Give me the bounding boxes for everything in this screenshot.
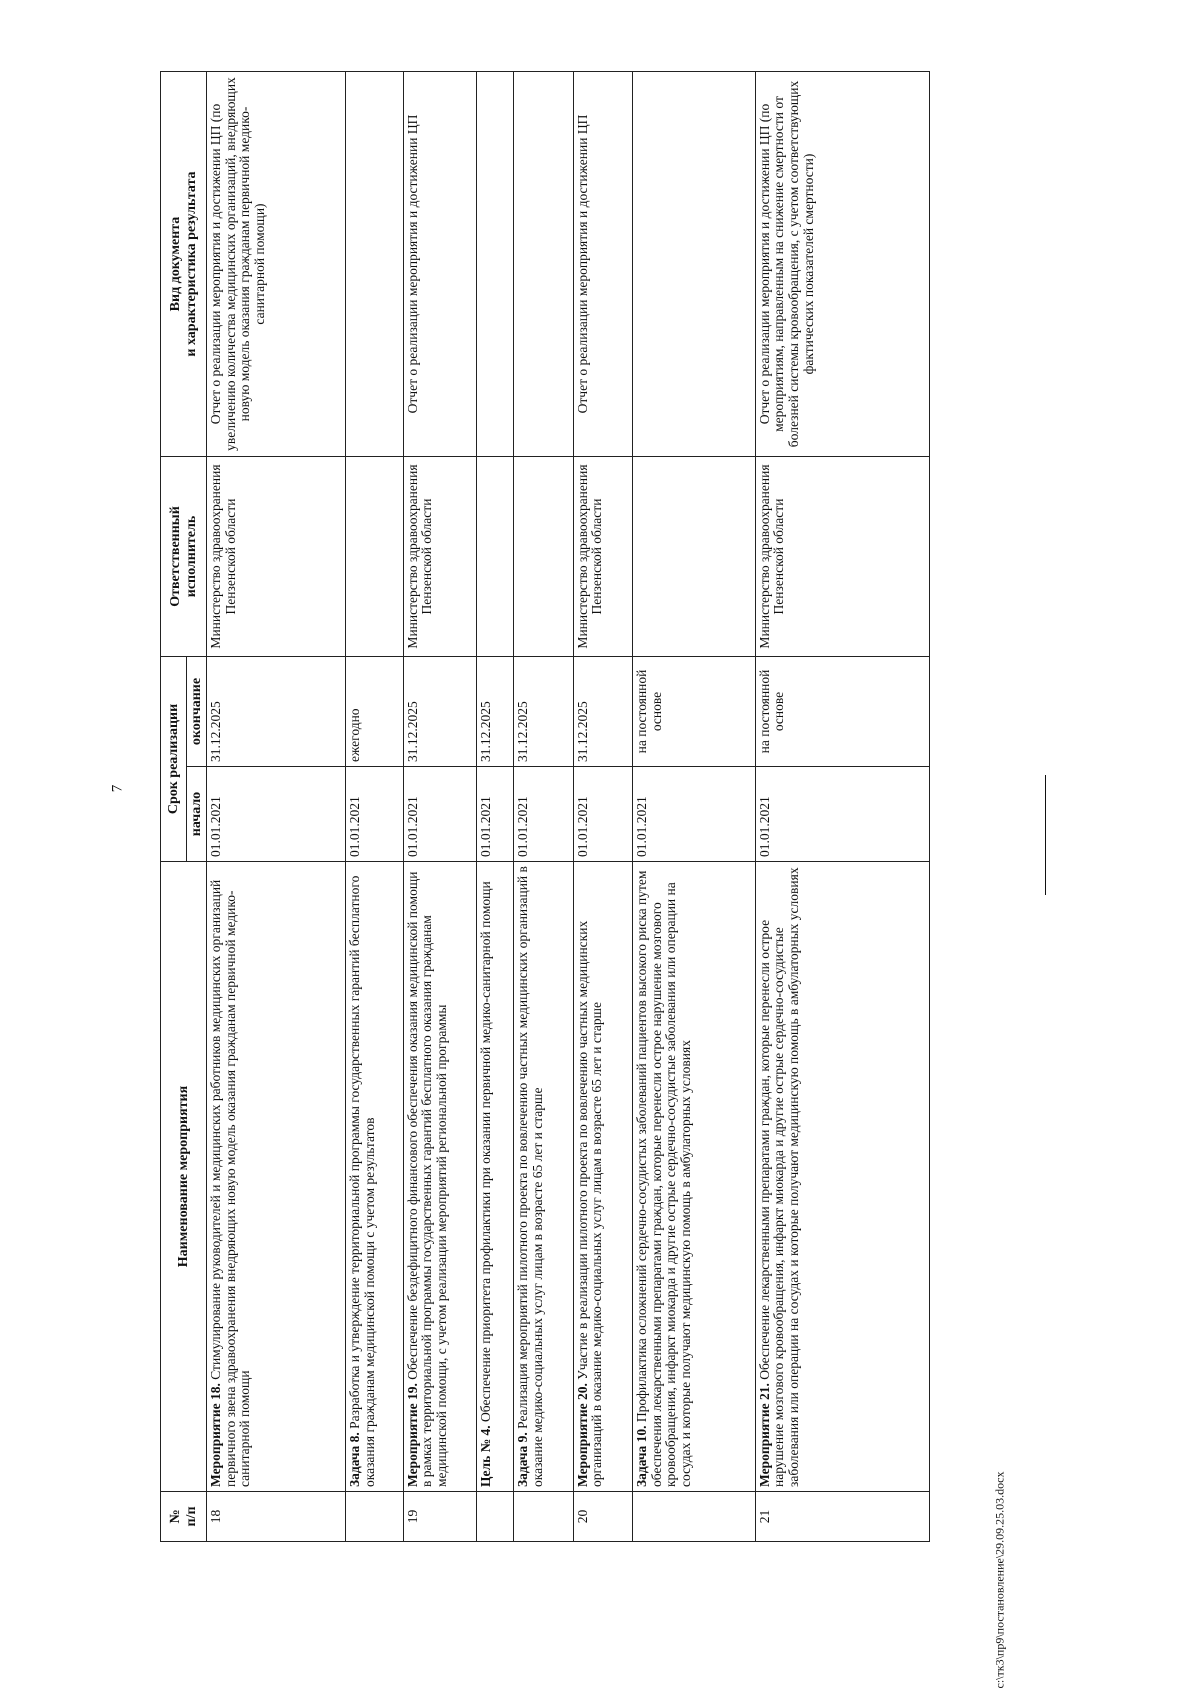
row-number [633,1492,756,1542]
table-row [207,72,346,1542]
row-document [633,72,756,457]
row-number [514,1492,573,1542]
row-name: Задача 10. Профилактика осложнений сердечно-сосудистых заболеваний пациентов высокого риска путем обеспечения лекарственными препаратами граждан, которые перенесли острое нарушение мозгового кровообращения, инфаркт миокарда и другие острые сердечно-сосудистые заболевания или операции на сосудах и которые получают медицинскую помощь в амбулаторных условиях [633,862,756,1492]
rotated-table-wrapper [160,72,930,1542]
row-number: 19 [403,1492,477,1542]
row-responsible: Министерство здравоохранения Пензенской области [573,457,632,657]
row-number: 20 [573,1492,632,1542]
row-start: 01.01.2021 [403,767,477,862]
header-period: Срок реализации [161,657,187,862]
table-row [346,72,403,1542]
table-row [573,72,632,1542]
row-end: 31.12.2025 [477,657,514,767]
row-end: 31.12.2025 [207,657,346,767]
row-document: Отчет о реализации мероприятия и достижении ЦП [573,72,632,457]
table-row [477,72,514,1542]
header-end: окончание [187,657,207,767]
row-number [346,1492,403,1542]
measures-table [160,71,930,1542]
row-end: на постоянной основе [633,657,756,767]
row-end: 31.12.2025 [573,657,632,767]
row-document [346,72,403,457]
row-end: 31.12.2025 [514,657,573,767]
row-name: Задача 8. Разработка и утверждение территориальной программы государственных гарантий бесплатного оказания гражданам медицинской помощи с учетом результатов [346,862,403,1492]
header-responsible: Ответственный исполнитель [161,457,207,657]
row-responsible: Министерство здравоохранения Пензенской области [403,457,477,657]
row-start: 01.01.2021 [514,767,573,862]
row-responsible [514,457,573,657]
row-document: Отчет о реализации мероприятия и достижении ЦП [403,72,477,457]
footer-file-path: c:\тк3\пр9\постановление\29.09.25.03.docx [992,1471,1007,1689]
row-document [514,72,573,457]
header-name: Наименование мероприятия [161,862,207,1492]
row-responsible [633,457,756,657]
row-start: 01.01.2021 [346,767,403,862]
row-name: Мероприятие 19. Обеспечение бездефицитного финансового обеспечения оказания медицинской помощи в рамках территориальной программы государственных гарантий бесплатного оказания гражданам медицинской помощи, с учетом реализации мероприятий региональной программы [403,862,477,1492]
row-start: 01.01.2021 [633,767,756,862]
header-number: № п/п [161,1492,207,1542]
row-document: Отчет о реализации мероприятия и достижении ЦП (по увеличению количества медицинских организаций, внедряющих новую модель оказания гражданам первичной медико-санитарной помощи) [207,72,346,457]
end-separator-line [1045,775,1046,895]
row-number: 18 [207,1492,346,1542]
row-end: ежегодно [346,657,403,767]
table-row [403,72,477,1542]
row-document [477,72,514,457]
row-name: Задача 9. Реализация мероприятий пилотного проекта по вовлечению частных медицинских организаций в оказание медико-социальных услуг лицам в возрасте 65 лет и старше [514,862,573,1492]
row-end: 31.12.2025 [403,657,477,767]
row-start: 01.01.2021 [207,767,346,862]
header-start: начало [187,767,207,862]
row-responsible [346,457,403,657]
row-responsible: Министерство здравоохранения Пензенской области [755,457,929,657]
row-end: на постоянной основе [755,657,929,767]
row-responsible: Министерство здравоохранения Пензенской области [207,457,346,657]
table-row [633,72,756,1542]
row-start: 01.01.2021 [477,767,514,862]
row-responsible [477,457,514,657]
row-name: Мероприятие 21. Обеспечение лекарственными препаратами граждан, которые перенесли острое нарушение мозгового кровообращения, инфаркт миокарда и другие острые сердечно-сосудистые заболевания или операции на сосудах и которые получают медицинскую помощь в амбулаторных условиях [755,862,929,1492]
row-name: Мероприятие 20. Участие в реализации пилотного проекта по вовлечению частных медицинских организаций в оказание медико-социальных услуг лицам в возрасте 65 лет и старше [573,862,632,1492]
row-number [477,1492,514,1542]
header-document: Вид документа и характеристика результата [161,72,207,457]
row-start: 01.01.2021 [755,767,929,862]
row-document: Отчет о реализации мероприятия и достижении ЦП (по мероприятиям, направленным на снижение смертности от болезней системы кровообращения, с учетом соответствующих фактических показателей смертности) [755,72,929,457]
table-row [755,72,929,1542]
table-row [514,72,573,1542]
row-start: 01.01.2021 [573,767,632,862]
row-number: 21 [755,1492,929,1542]
row-name: Мероприятие 18. Стимулирование руководителей и медицинских работников медицинских организаций первичного звена здравоохранения внедряющих новую модель оказания гражданам первичной медико-санитарной помощи [207,862,346,1492]
page-number: 7 [109,784,126,793]
row-name: Цель № 4. Обеспечение приоритета профилактики при оказании первичной медико-санитарной помощи [477,862,514,1492]
